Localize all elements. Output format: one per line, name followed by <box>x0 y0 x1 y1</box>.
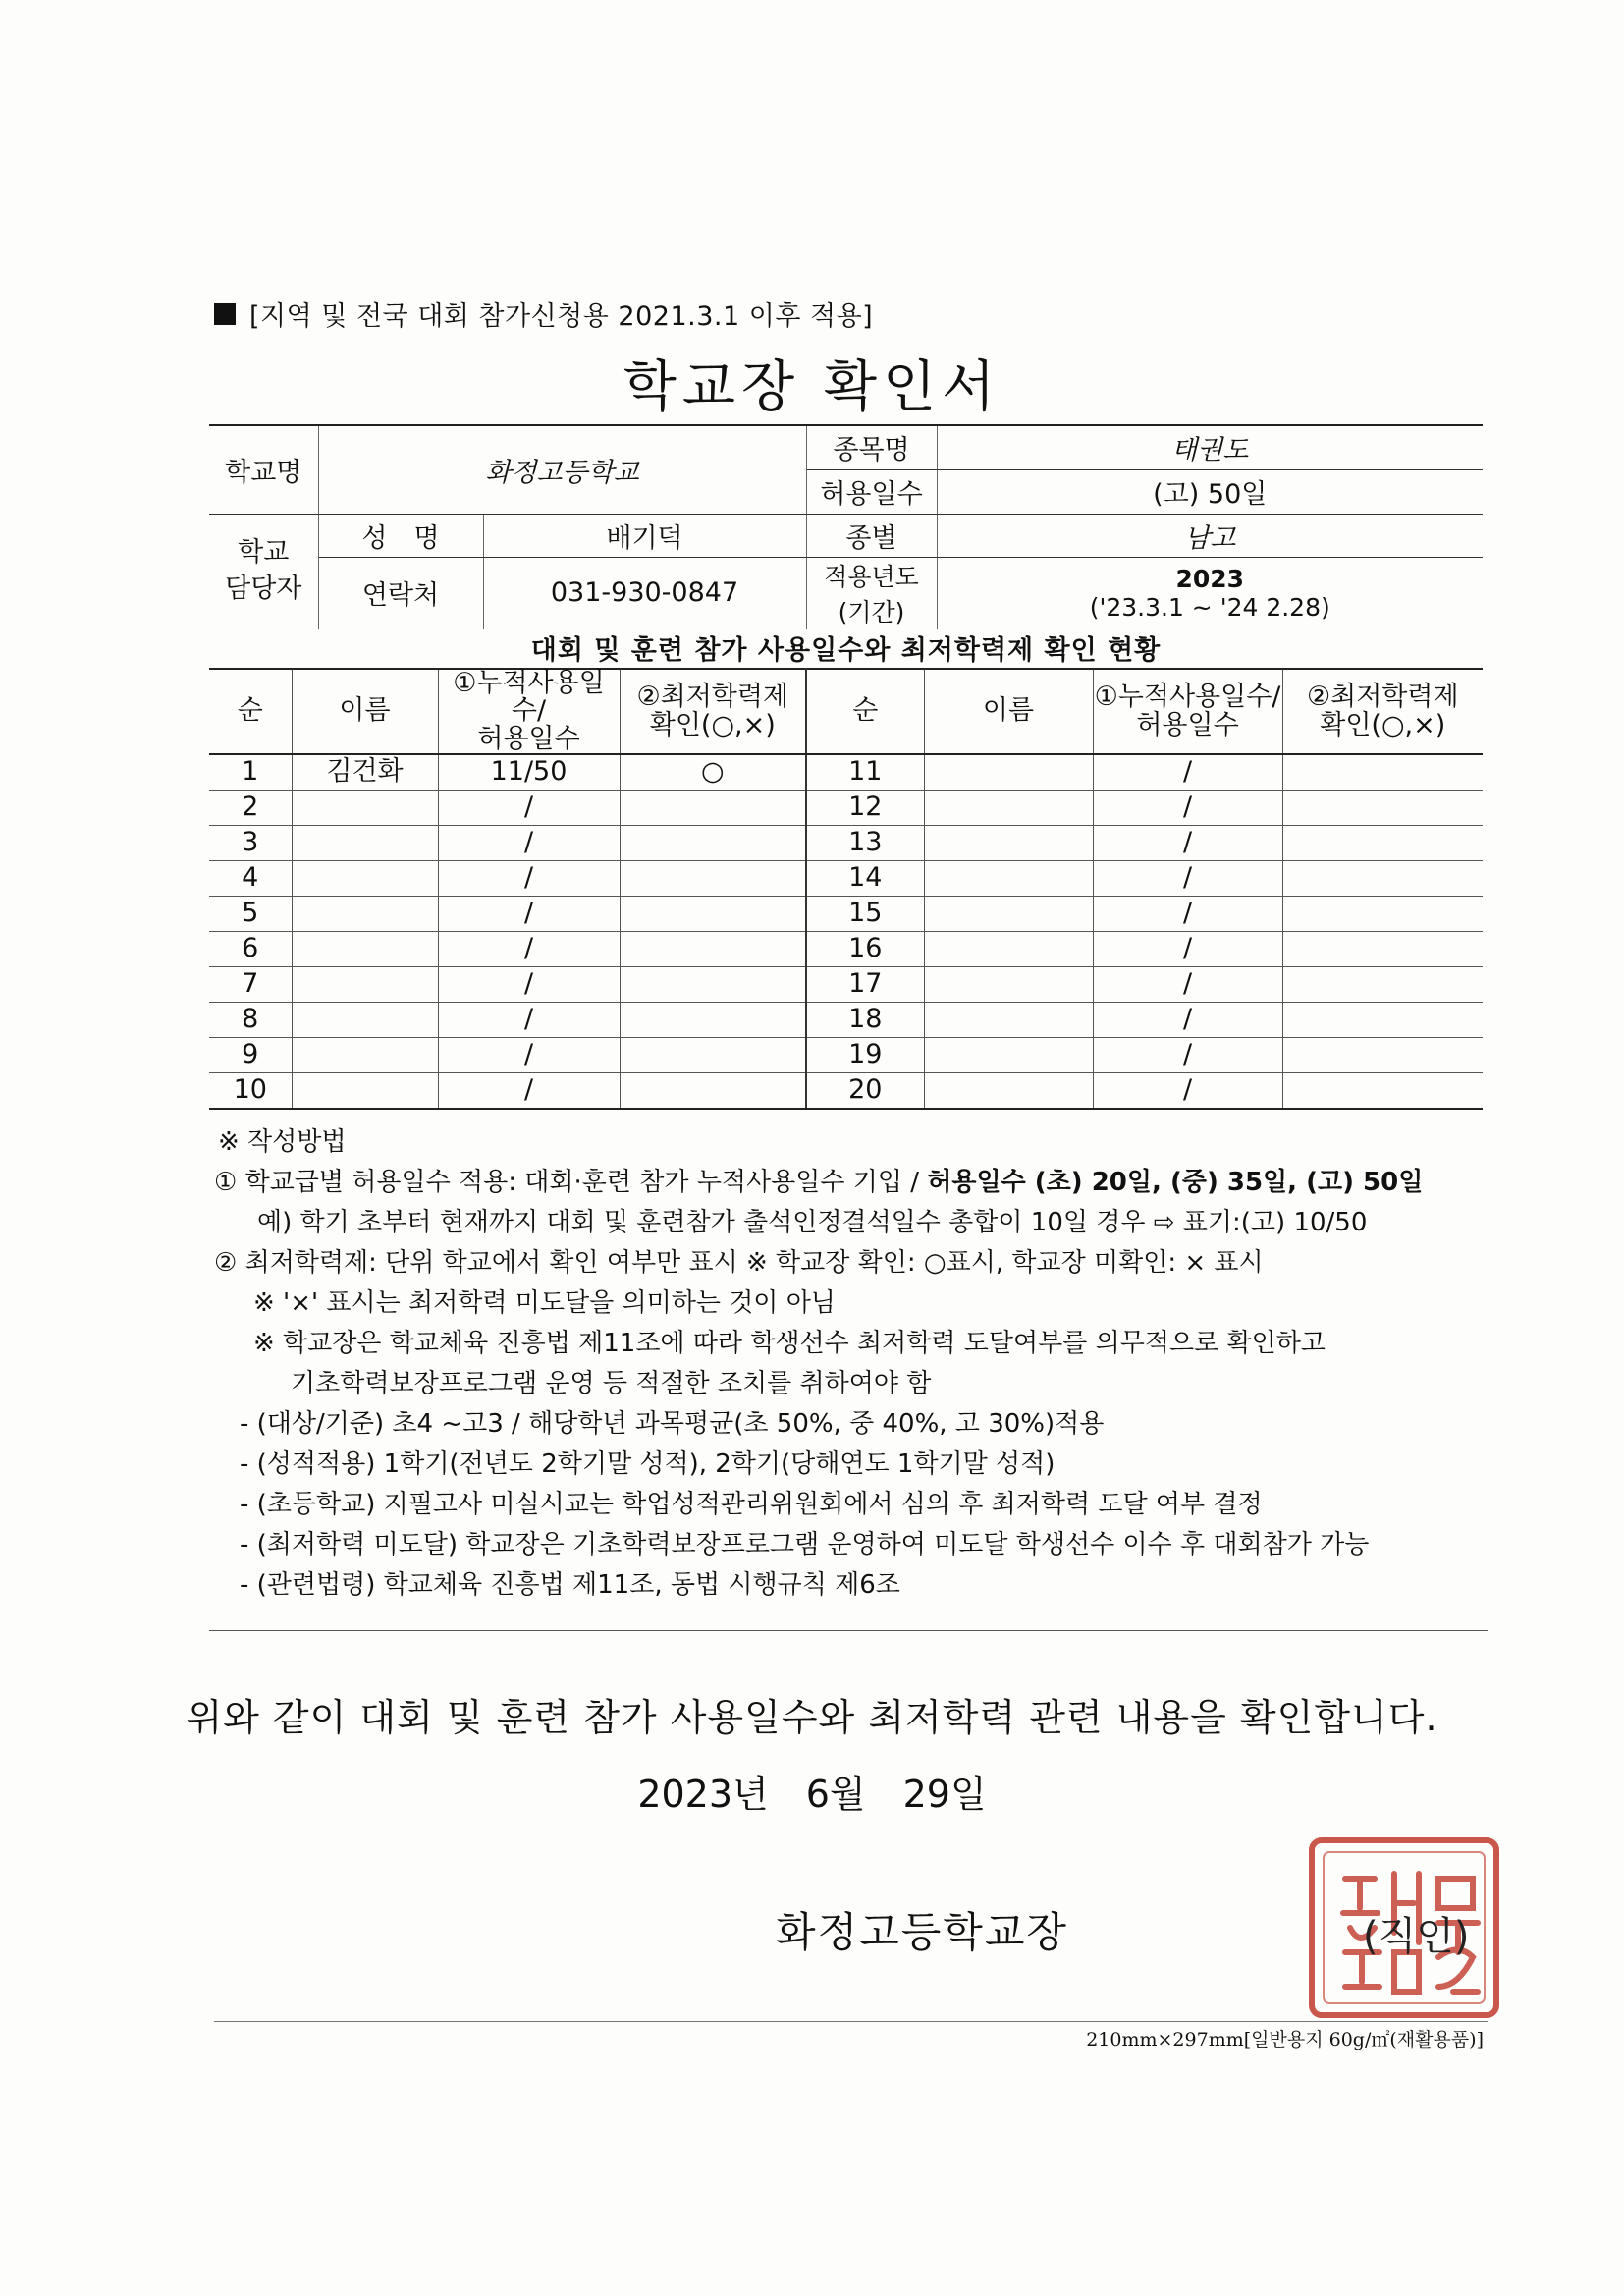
row-name <box>924 932 1093 967</box>
header-name: 이름 <box>292 669 438 754</box>
header-no-2: 순 <box>806 669 924 754</box>
table-row <box>209 1038 1483 1073</box>
row-min <box>1282 754 1483 791</box>
manager-label: 학교 담당자 <box>209 514 318 629</box>
method-bullet5: - (관련법령) 학교체육 진흥법 제11조, 동법 시행규칙 제6조 <box>240 1570 900 1600</box>
row-no: 18 <box>806 1003 924 1038</box>
header-min-line2: 확인(○,×) <box>649 709 776 740</box>
row-min <box>1282 932 1483 967</box>
row-name <box>292 1003 438 1038</box>
year-value-cell <box>937 557 1483 629</box>
paper-spec: 210mm×297mm[일반용지 60g/㎡(재활용품)] <box>1086 2029 1484 2050</box>
table-row <box>209 861 1483 897</box>
method-note2-b: 기초학력보장프로그램 운영 등 적절한 조치를 취하여야 함 <box>291 1369 932 1398</box>
row-days: / <box>438 1038 620 1073</box>
row-days: / <box>1093 967 1282 1003</box>
row-no: 9 <box>209 1038 292 1073</box>
row-name <box>292 1073 438 1110</box>
row-days: / <box>1093 932 1282 967</box>
row-min <box>620 1073 806 1110</box>
row-no: 16 <box>806 932 924 967</box>
row-days: / <box>1093 1038 1282 1073</box>
division-label: 종별 <box>806 514 937 557</box>
footer-line <box>214 2021 1488 2022</box>
row-no: 8 <box>209 1003 292 1038</box>
row-min <box>1282 967 1483 1003</box>
method-note1: ※ '×' 표시는 최저학력 미도달을 의미하는 것이 아님 <box>253 1288 836 1318</box>
row-name <box>292 861 438 897</box>
confirmation-statement: 위와 같이 대회 및 훈련 참가 사용일수와 최저학력 관련 내용을 확인합니다. <box>186 1696 1438 1739</box>
row-days: / <box>1093 826 1282 861</box>
row-no: 7 <box>209 967 292 1003</box>
row-name <box>292 826 438 861</box>
school-label: 학교명 <box>209 425 318 514</box>
row-min <box>620 826 806 861</box>
row-days: / <box>438 897 620 932</box>
row-no: 11 <box>806 754 924 791</box>
table-row <box>209 826 1483 861</box>
row-no: 19 <box>806 1038 924 1073</box>
header-days <box>438 669 620 754</box>
info-table <box>209 424 1483 629</box>
row-name <box>924 967 1093 1003</box>
row-no: 4 <box>209 861 292 897</box>
header-days-line2-2: 허용일수 <box>1136 709 1239 740</box>
table-row <box>209 1003 1483 1038</box>
row-name <box>924 1003 1093 1038</box>
header-no: 순 <box>209 669 292 754</box>
year-value: 2023 <box>1175 564 1245 593</box>
row-min <box>620 932 806 967</box>
table-row <box>209 1073 1483 1110</box>
table-row <box>209 791 1483 826</box>
row-days: / <box>1093 1003 1282 1038</box>
table-row <box>209 967 1483 1003</box>
header-days-line2: 허용일수 <box>477 723 580 754</box>
row-no: 17 <box>806 967 924 1003</box>
row-days: / <box>1093 791 1282 826</box>
row-days: / <box>438 1073 620 1110</box>
row-name <box>292 897 438 932</box>
row-name <box>924 897 1093 932</box>
row-min <box>620 861 806 897</box>
row-days: / <box>438 1003 620 1038</box>
row-min <box>1282 897 1483 932</box>
table-row <box>209 754 1483 791</box>
method-heading: ※ 작성방법 <box>218 1127 347 1157</box>
header-min-line2-2: 확인(○,×) <box>1320 709 1446 740</box>
table-row <box>209 932 1483 967</box>
allowed-days-label: 허용일수 <box>806 469 937 514</box>
row-name <box>292 967 438 1003</box>
row-min <box>1282 791 1483 826</box>
method-bullet3: - (초등학교) 지필고사 미실시교는 학업성적관리위원회에서 심의 후 최저학력 도달 여부 결정 <box>240 1490 1263 1519</box>
year-label-sub: (기간) <box>838 597 905 627</box>
principal-name: 화정고등학교장 <box>776 1908 1069 1956</box>
header-note-text: [지역 및 전국 대회 참가신청용 2021.3.1 이후 적용] <box>249 301 874 332</box>
row-no: 12 <box>806 791 924 826</box>
name-label: 성 명 <box>318 514 483 557</box>
year-label-cell <box>806 557 937 629</box>
row-days: / <box>1093 897 1282 932</box>
row-min: ○ <box>620 754 806 791</box>
header-min-2 <box>1282 669 1483 754</box>
row-days: / <box>438 932 620 967</box>
contact-label: 연락처 <box>318 557 483 629</box>
status-header-row <box>209 669 1483 754</box>
row-no: 3 <box>209 826 292 861</box>
event-value: 태권도 <box>937 425 1483 469</box>
header-days-line1: ①누적사용일수/ <box>453 668 605 727</box>
row-days: / <box>1093 861 1282 897</box>
row-no: 6 <box>209 932 292 967</box>
row-days: 11/50 <box>438 754 620 791</box>
header-min-line1: ②최저학력제 <box>636 682 789 713</box>
row-min <box>1282 861 1483 897</box>
row-no: 14 <box>806 861 924 897</box>
method-bullet4: - (최저학력 미도달) 학교장은 기초학력보장프로그램 운영하여 미도달 학생선수 이수 후 대회참가 가능 <box>240 1530 1370 1559</box>
row-days: / <box>1093 754 1282 791</box>
square-bullet-icon <box>214 303 236 325</box>
row-name <box>924 826 1093 861</box>
row-min <box>620 967 806 1003</box>
status-table <box>209 668 1483 1110</box>
row-days: / <box>438 791 620 826</box>
row-name <box>924 1073 1093 1110</box>
row-no: 5 <box>209 897 292 932</box>
row-min <box>1282 1003 1483 1038</box>
row-days: / <box>1093 1073 1282 1110</box>
school-value: 화정고등학교 <box>318 425 806 514</box>
section-divider <box>209 1630 1488 1631</box>
row-no: 2 <box>209 791 292 826</box>
year-label: 적용년도 <box>824 562 919 591</box>
row-no: 20 <box>806 1073 924 1110</box>
row-name <box>924 754 1093 791</box>
method-bullet1: - (대상/기준) 초4 ~고3 / 해당학년 과목평균(초 50%, 중 40%, 고 30%)적용 <box>240 1409 1105 1439</box>
method-bullet2: - (성적적용) 1학기(전년도 2학기말 성적), 2학기(당해연도 1학기말 성적) <box>240 1449 1056 1479</box>
header-min-line1-2: ②최저학력제 <box>1306 682 1459 713</box>
method-item2: ② 최저학력제: 단위 학교에서 확인 여부만 표시 ※ 학교장 확인: ○표시, 학교장 미확인: × 표시 <box>214 1248 1264 1278</box>
row-min <box>620 1038 806 1073</box>
header-days-2 <box>1093 669 1282 754</box>
status-title: 대회 및 훈련 참가 사용일수와 최저학력제 확인 현황 <box>530 635 1162 666</box>
row-name <box>924 791 1093 826</box>
name-value: 배기덕 <box>483 514 806 557</box>
method-item1-a: ① 학교급별 허용일수 적용: 대회·훈련 참가 누적사용일수 기입 / <box>214 1168 928 1197</box>
row-name <box>924 861 1093 897</box>
division-value: 남고 <box>937 514 1483 557</box>
row-no: 1 <box>209 754 292 791</box>
row-no: 13 <box>806 826 924 861</box>
row-name <box>924 1038 1093 1073</box>
header-note <box>214 295 873 333</box>
method-item1-b: 허용일수 (초) 20일, (중) 35일, (고) 50일 <box>927 1168 1424 1197</box>
row-min <box>1282 1073 1483 1110</box>
header-name-2: 이름 <box>924 669 1093 754</box>
row-days: / <box>438 967 620 1003</box>
row-name <box>292 791 438 826</box>
table-row <box>209 897 1483 932</box>
page-title: 학교장 확인서 <box>623 355 1001 419</box>
row-name <box>292 932 438 967</box>
row-no: 15 <box>806 897 924 932</box>
confirmation-date: 2023년 6월 29일 <box>637 1773 987 1816</box>
event-label: 종목명 <box>806 425 937 469</box>
row-min <box>1282 1038 1483 1073</box>
row-name: 김건화 <box>292 754 438 791</box>
seal-label: (직인) <box>1363 1914 1470 1959</box>
allowed-days-value: (고) 50일 <box>937 469 1483 514</box>
header-days-line1-2: ①누적사용일수/ <box>1094 682 1281 713</box>
row-min <box>620 1003 806 1038</box>
method-item1 <box>214 1163 1423 1202</box>
row-no: 10 <box>209 1073 292 1110</box>
row-days: / <box>438 826 620 861</box>
header-min <box>620 669 806 754</box>
row-min <box>620 791 806 826</box>
row-name <box>292 1038 438 1073</box>
method-note2-a: ※ 학교장은 학교체육 진흥법 제11조에 따라 학생선수 최저학력 도달여부를 의무적으로 확인하고 <box>253 1329 1326 1358</box>
row-days: / <box>438 861 620 897</box>
row-min <box>620 897 806 932</box>
year-period: ('23.3.1 ~ '24 2.28) <box>1089 592 1330 622</box>
contact-value: 031-930-0847 <box>483 557 806 629</box>
method-item1-example: 예) 학기 초부터 현재까지 대회 및 훈련참가 출석인정결석일수 총합이 10일 경우 ⇨ 표기:(고) 10/50 <box>257 1208 1368 1237</box>
row-min <box>1282 826 1483 861</box>
